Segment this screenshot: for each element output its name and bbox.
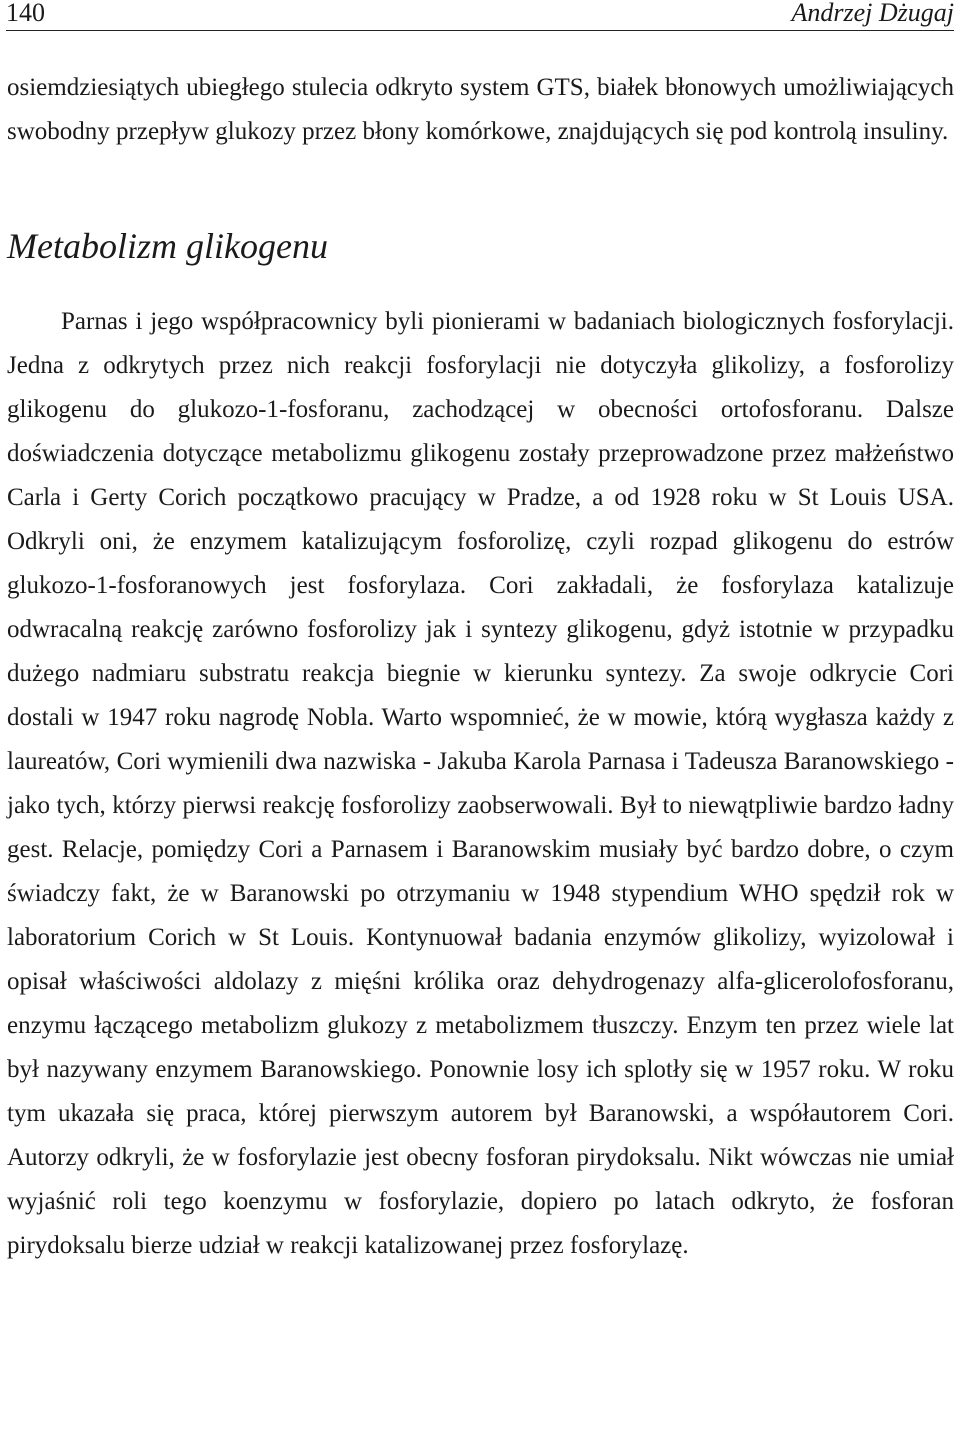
section-heading: Metabolizm glikogenu <box>7 226 328 266</box>
running-head-author: Andrzej Dżugaj <box>791 0 954 27</box>
main-paragraph: Parnas i jego współpracownicy byli pionierami w badaniach biologicznych fosforylacji. Jedna z odkrytych przez nich reakcji fosforylacji nie dotyczyła glikolizy, a fosforolizy glikogenu do glukozo-1-fosforanu, zachodzącej w obecności ortofosforanu. Dalsze doświadczenia dotyczące metabolizmu glikogenu zostały przeprowadzone przez małżeństwo Carla i Gerty Corich początkowo pracujący w Pradze, a od 1928 roku w St Louis USA. Odkryli oni, że enzymem katalizującym fosforolizę, czyli rozpad glikogenu do estrów glukozo-1-fosforanowych jest fosforylaza. Cori zakładali, że fosforylaza katalizuje odwracalną reakcję zarówno fosforolizy jak i syntezy glikogenu, gdyż istotnie w przypadku dużego nadmiaru substratu reakcja biegnie w kierunku syntezy. Za swoje odkrycie Cori dostali w 1947 roku nagrodę Nobla. Warto wspomnieć, że w mowie, którą wygłasza każdy z laureatów, Cori wymienili dwa nazwiska - Jakuba Karola Parnasa i Tadeusza Baranowskiego - jako tych, którzy pierwsi reakcję fosforolizy zaobserwowali. Był to niewątpliwie bardzo ładny gest. Relacje, pomiędzy Cori a Parnasem i Baranowskim musiały być bardzo dobre, o czym świadczy fakt, że w Baranowski po otrzymaniu w 1948 stypendium WHO spędził rok w laboratorium Corich w St Louis. Kontynuował badania enzymów glikolizy, wyizolował i opisał właściwości aldolazy z mięśni królika oraz dehydrogenazy alfa-glicerolofosforanu, enzymu łączącego metabolizm glukozy z metabolizmem tłuszczy. Enzym ten przez wiele lat był nazywany enzymem Baranowskiego. Ponownie losy ich splotły się w 1957 roku. W roku tym ukazała się praca, której pierwszym autorem był Baranowski, a współautorem Cori. Autorzy odkryli, że w fosforylazie jest obecny fosforan pirydoksalu. Nikt wówczas nie umiał wyjaśnić roli tego koenzymu w fosforylazie, dopiero po latach odkryto, że fosforan pirydoksalu bierze udział w reakcji katalizowanej przez fosforylazę. <box>7 308 954 1259</box>
document-body <box>7 66 954 1268</box>
page-number: 140 <box>6 0 45 27</box>
intro-paragraph: osiemdziesiątych ubiegłego stulecia odkryto system GTS, białek błonowych umożliwiających swobodny przepływ glukozy przez błony komórkowe, znajdujących się pod kontrolą insuliny. <box>7 74 954 145</box>
running-header <box>6 0 954 31</box>
